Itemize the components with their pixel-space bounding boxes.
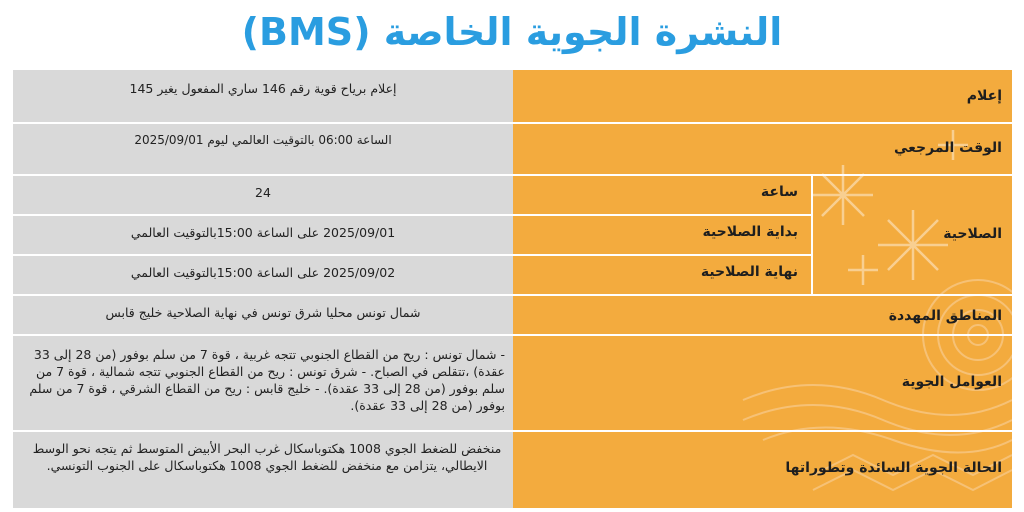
value-weather-factors: - شمال تونس : ريح من القطاع الجنوبي تتجه غربية ، قوة 7 من سلم بوفور (من 28 إلى 33 عقدة) ،تتقلص في الصباح. - شرق تونس : ريح من القطاع الجنوبي تتجه شمالية ، قوة 7 من سلم بوفور (من 28 إلى 33 عقدة). - خليج قابس : ريح من القطاع الشرقي ، قوة 7 من سلم بوفور (من 28 إلى 33 عقدة). (29, 347, 505, 413)
label-validity-hours: ساعة (760, 184, 798, 200)
row-divider (13, 174, 1012, 176)
decorative-pattern (513, 70, 1012, 508)
value-prevailing-situation: منخفض للضغط الجوي 1008 هكتوباسكال غرب البحر الأبيض المتوسط ثم يتجه نحو الوسط الايطالي، يتزامن مع منخفض للضغط الجوي 1008 هكتوباسكال على الجنوب التونسي. (32, 441, 502, 473)
row-divider (13, 122, 1012, 124)
value-threatened-areas: شمال تونس محليا شرق تونس في نهاية الصلاحية خليج قابس (105, 305, 421, 320)
label-validity: الصلاحية (943, 226, 1002, 242)
label-announcement: إعلام (966, 88, 1002, 104)
value-announcement: إعلام برياح قوية رقم 146 ساري المفعول يغير 145 (129, 81, 397, 96)
row-divider (13, 430, 1012, 432)
label-weather-factors: العوامل الجوية (901, 374, 1002, 390)
page-title: النشرة الجوية الخاصة (BMS) (241, 10, 783, 54)
label-prevailing-situation: الحالة الجوية السائدة وتطوراتها (785, 460, 1002, 476)
value-validity-start: 2025/09/01 على الساعة 15:00بالتوقيت العالمي (130, 225, 396, 240)
label-threatened-areas: المناطق المهددة (888, 308, 1002, 324)
label-column (513, 70, 1012, 508)
row-divider (13, 334, 1012, 336)
label-validity-start: بداية الصلاحية (702, 224, 798, 240)
row-divider (13, 294, 1012, 296)
value-validity-end: 2025/09/02 على الساعة 15:00بالتوقيت العالمي (130, 265, 396, 280)
row-divider (13, 214, 813, 216)
value-reference-time: الساعة 06:00 بالتوقيت العالمي ليوم 2025/09/01 (134, 133, 392, 147)
value-validity-hours: 24 (255, 185, 271, 200)
label-reference-time: الوقت المرجعي (893, 140, 1002, 156)
bulletin-table (13, 70, 1012, 508)
row-divider (13, 254, 813, 256)
label-validity-end: نهاية الصلاحية (700, 264, 798, 280)
column-divider (811, 174, 813, 294)
